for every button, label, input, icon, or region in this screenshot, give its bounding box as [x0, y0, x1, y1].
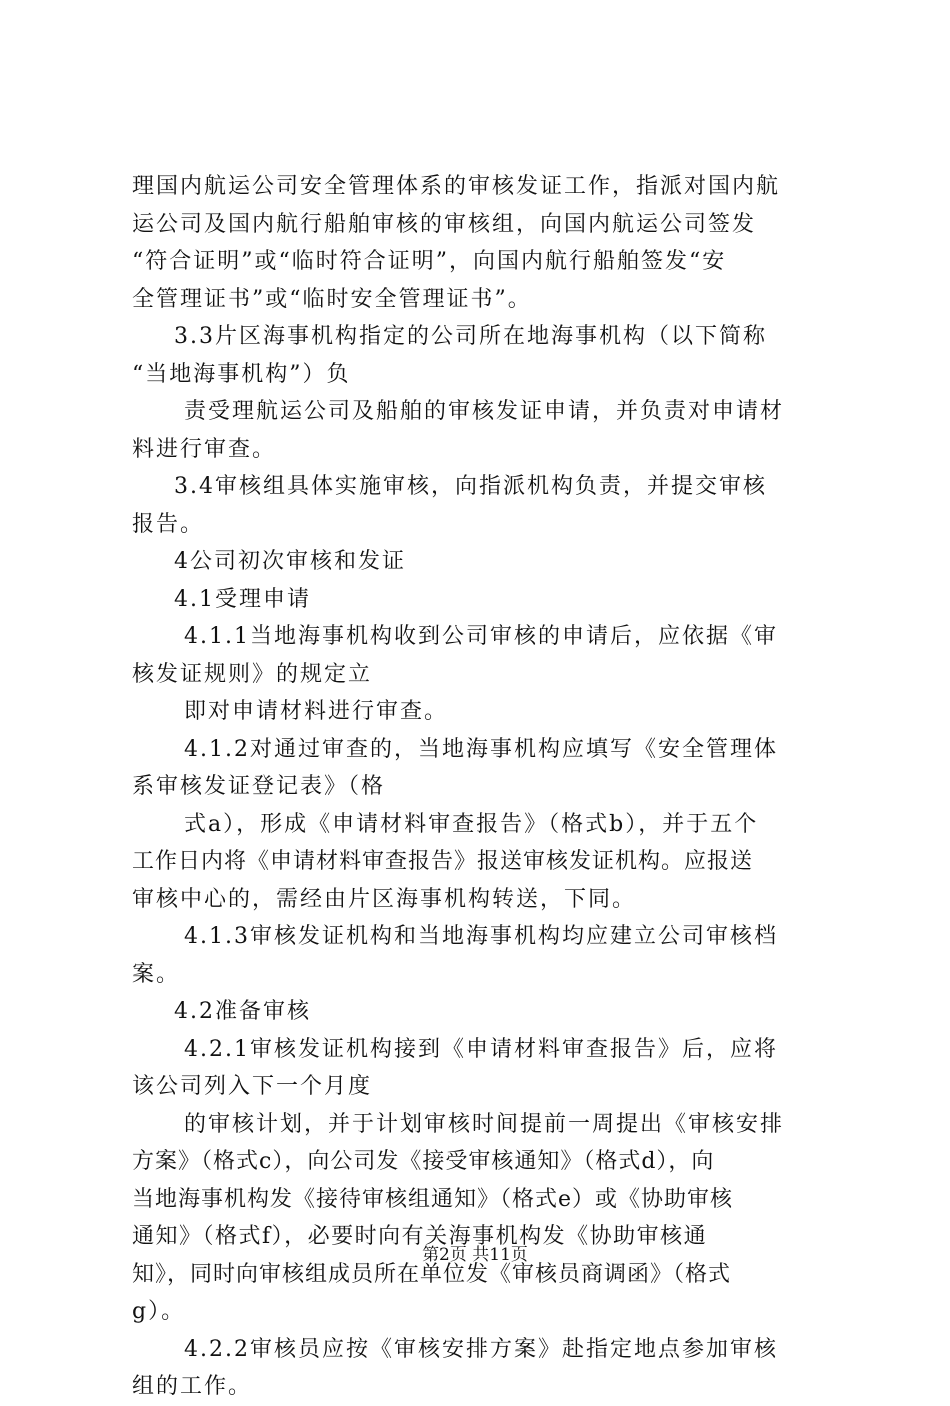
- text-line: 4.1.2对通过审查的，当地海事机构应填写《安全管理体: [184, 736, 778, 762]
- subsection-heading: 4.2准备审核: [174, 999, 311, 1024]
- text-line: 的审核计划，并于计划审核时间提前一周提出《审核安排: [184, 1111, 785, 1137]
- text-line: 运公司及国内航行船舶审核的审核组，向国内航运公司签发: [132, 211, 757, 237]
- text-line: 3.3片区海事机构指定的公司所在地海事机构（以下简称: [174, 324, 767, 349]
- text-line: 方案》（格式c），向公司发《接受审核通知》（格式d），向: [132, 1149, 715, 1174]
- text-line: 知》，同时向审核组成员所在单位发《审核员商调函》（格式: [132, 1261, 732, 1287]
- text-line: 组的工作。: [132, 1374, 253, 1399]
- text-line: 当地海事机构发《接待审核组通知》（格式e）或《协助审核: [132, 1186, 734, 1212]
- text-line: 3.4审核组具体实施审核，向指派机构负责，并提交审核: [174, 474, 767, 499]
- text-line: 理国内航运公司安全管理体系的审核发证工作，指派对国内航: [132, 174, 781, 199]
- text-line: “符合证明”或“临时符合证明”，向国内航行船舶签发“安: [132, 249, 727, 274]
- text-line: 4.1.1当地海事机构收到公司审核的申请后，应依据《审: [184, 624, 778, 649]
- text-line: 核发证规则》的规定立: [132, 661, 373, 687]
- text-line: “当地海事机构”）负: [132, 361, 351, 387]
- text-line: 报告。: [132, 511, 205, 537]
- text-line: 4.2.2审核员应按《审核安排方案》赴指定地点参加审核: [184, 1336, 778, 1362]
- text-line: g）。: [132, 1299, 186, 1324]
- text-line: 料进行审查。: [132, 436, 277, 462]
- document-body: [132, 168, 832, 1406]
- text-line: 全管理证书”或“临时安全管理证书”。: [132, 286, 532, 312]
- text-line: 工作日内将《申请材料审查报告》报送审核发证机构。应报送: [132, 849, 754, 874]
- section-heading: 4公司初次审核和发证: [174, 549, 406, 574]
- text-line: 审核中心的，需经由片区海事机构转送，下同。: [132, 886, 637, 912]
- text-line: 即对申请材料进行审查。: [184, 699, 449, 724]
- text-line: 该公司列入下一个月度: [132, 1074, 373, 1099]
- text-line: 式a），形成《申请材料审查报告》（格式b），并于五个: [184, 811, 759, 837]
- text-line: 责受理航运公司及船舶的审核发证申请，并负责对申请材: [184, 399, 785, 424]
- subsection-heading: 4.1受理申请: [174, 586, 311, 612]
- page-number-footer: 第2页 共11页: [422, 1245, 528, 1265]
- text-line: 案。: [132, 961, 181, 987]
- text-line: 4.1.3审核发证机构和当地海事机构均应建立公司审核档: [184, 924, 778, 949]
- text-line: 系审核发证登记表》（格: [132, 774, 386, 799]
- text-line: 4.2.1审核发证机构接到《申请材料审查报告》后，应将: [184, 1036, 778, 1062]
- text-line: 通知》（格式f），必要时向有关海事机构发《协助审核通: [132, 1224, 708, 1249]
